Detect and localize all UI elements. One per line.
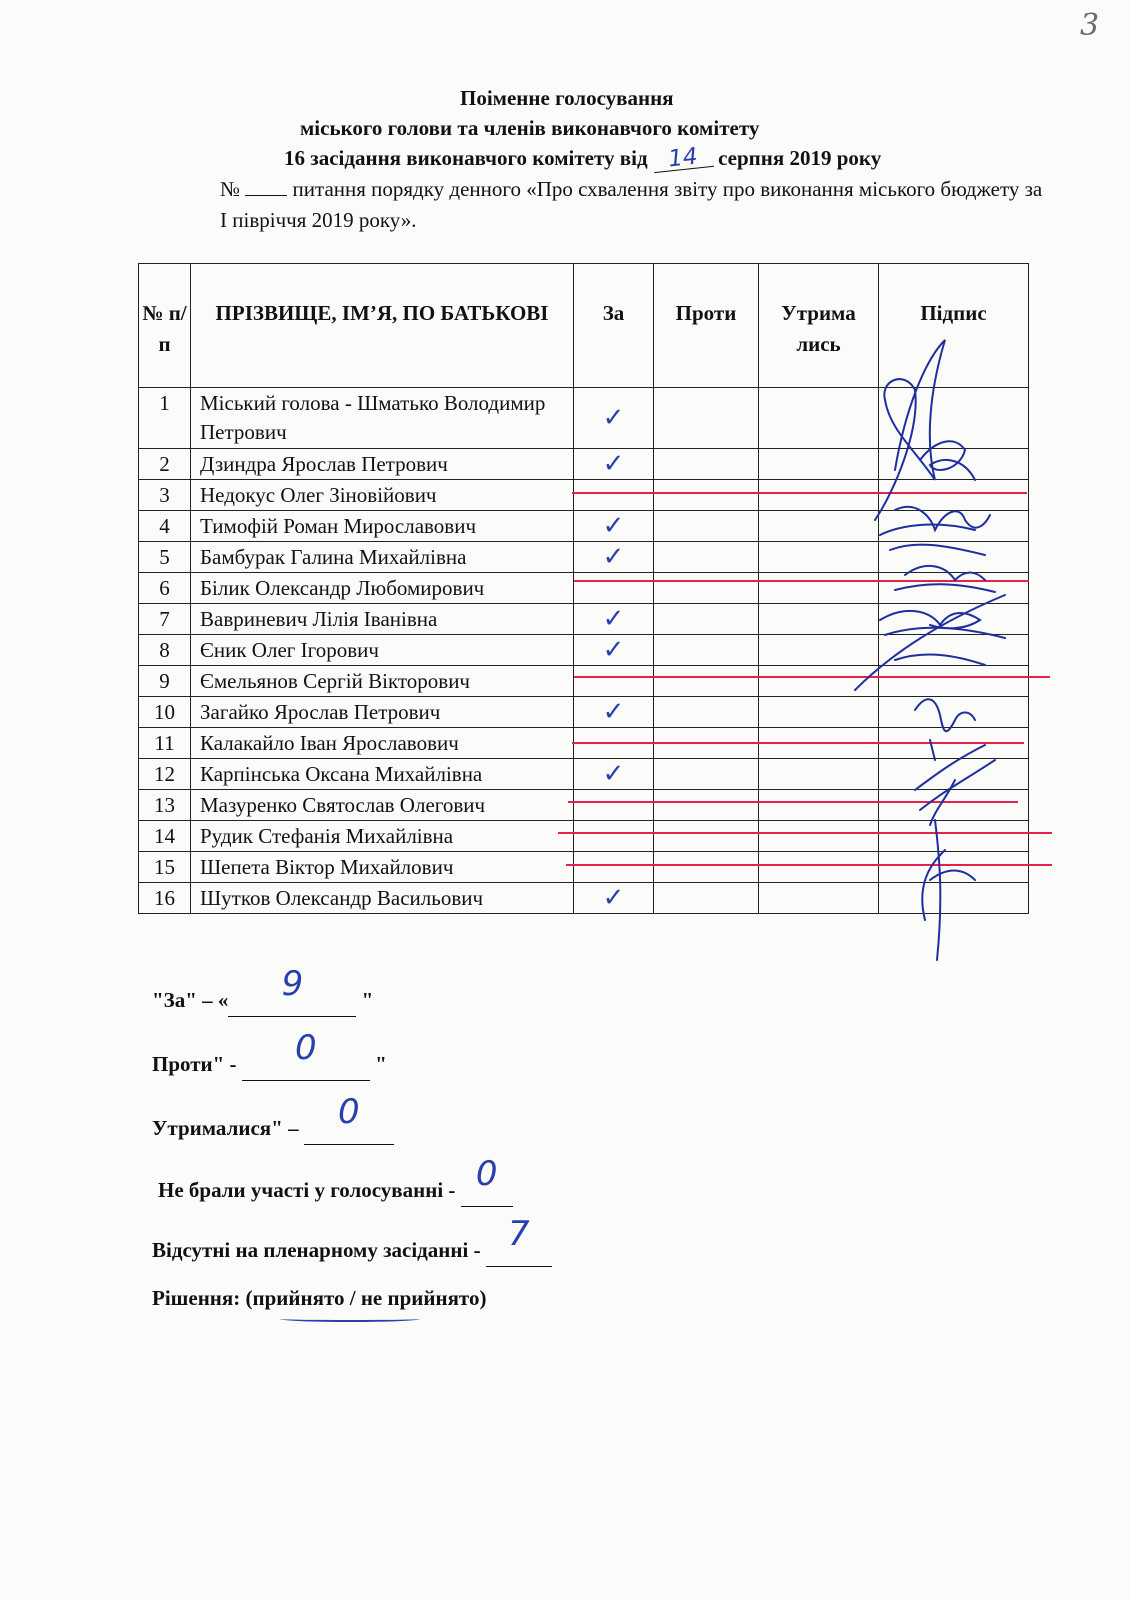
row-number: 10: [139, 697, 191, 728]
member-name: Рудик Стефанія Михайлівна: [191, 821, 574, 852]
vote-for-mark: [574, 790, 654, 821]
member-name: Бамбурак Галина Михайлівна: [191, 542, 574, 573]
member-name: Шепета Віктор Михайлович: [191, 852, 574, 883]
row-number: 15: [139, 852, 191, 883]
summary-against-value: [242, 1028, 370, 1081]
summary-abstained-label: Утрималися" –: [152, 1116, 299, 1140]
row-number: 2: [139, 449, 191, 480]
strike-row-9: [574, 676, 1050, 678]
vote-for-mark: ✓: [574, 542, 654, 573]
agenda-text: питання порядку денного «Про схвалення звіту про виконання міського бюджету за І півріччя 2019 року».: [220, 177, 1043, 232]
row-number: 3: [139, 480, 191, 511]
summary-against-label: Проти" -: [152, 1052, 237, 1076]
vote-abstain-cell: [759, 480, 879, 511]
sitting-day-handwritten: 14: [652, 144, 714, 173]
vote-for-mark: ✓: [574, 604, 654, 635]
table-row: [139, 573, 1029, 604]
vote-abstain-cell: [759, 511, 879, 542]
vote-for-mark: ✓: [574, 388, 654, 449]
member-name: Міський голова - Шматько Володимир Петрович: [191, 388, 574, 449]
summary-absent-value: [486, 1214, 552, 1267]
header-for: За: [574, 264, 654, 388]
member-name: Тимофій Роман Мирославович: [191, 511, 574, 542]
member-name: Білик Олександр Любомирович: [191, 573, 574, 604]
vote-against-cell: [654, 573, 759, 604]
vote-abstain-cell: [759, 790, 879, 821]
vote-against-cell: [654, 511, 759, 542]
vote-for-mark: ✓: [574, 759, 654, 790]
vote-against-cell: [654, 883, 759, 914]
strike-row-11: [572, 742, 1024, 744]
row-number: 8: [139, 635, 191, 666]
header-num: № п/п: [139, 264, 191, 388]
summary-against-value-text: 0: [294, 1028, 317, 1068]
member-name: Мазуренко Святослав Олегович: [191, 790, 574, 821]
table-row: [139, 759, 1029, 790]
vote-against-cell: [654, 821, 759, 852]
vote-abstain-cell: [759, 388, 879, 449]
member-name: Шутков Олександр Васильович: [191, 883, 574, 914]
agenda-no-sign: №: [220, 177, 241, 201]
strike-row-13: [568, 801, 1018, 803]
row-number: 1: [139, 388, 191, 449]
strike-row-15: [566, 864, 1052, 866]
vote-abstain-cell: [759, 666, 879, 697]
row-number: 12: [139, 759, 191, 790]
summary-not-voted-value-text: 0: [475, 1154, 498, 1194]
signature-cell: [879, 852, 1029, 883]
summary-for-label: "За" – «: [152, 988, 229, 1012]
strike-row-6: [574, 580, 1029, 582]
row-number: 6: [139, 573, 191, 604]
header-signature: Підпис: [879, 264, 1029, 388]
signature-cell: [879, 511, 1029, 542]
vote-for-mark: [574, 480, 654, 511]
vote-for-mark: ✓: [574, 635, 654, 666]
member-name: Єник Олег Ігорович: [191, 635, 574, 666]
table-row: [139, 542, 1029, 573]
vote-against-cell: [654, 635, 759, 666]
row-number: 14: [139, 821, 191, 852]
summary-for-value: [228, 964, 356, 1017]
vote-abstain-cell: [759, 852, 879, 883]
vote-against-cell: [654, 697, 759, 728]
summary-absent-value-text: 7: [508, 1214, 530, 1254]
vote-abstain-cell: [759, 883, 879, 914]
signature-cell: [879, 790, 1029, 821]
member-name: Вавриневич Лілія Іванівна: [191, 604, 574, 635]
vote-for-mark: [574, 573, 654, 604]
summary-for-close: ": [361, 988, 374, 1012]
vote-for-mark: ✓: [574, 449, 654, 480]
vote-against-cell: [654, 388, 759, 449]
agenda-item: [220, 174, 1050, 236]
table-row: [139, 821, 1029, 852]
row-number: 5: [139, 542, 191, 573]
vote-against-cell: [654, 542, 759, 573]
signature-cell: [879, 635, 1029, 666]
vote-abstain-cell: [759, 697, 879, 728]
table-row: [139, 480, 1029, 511]
row-number: 13: [139, 790, 191, 821]
heading-line-1: Поіменне голосування: [460, 86, 674, 110]
header-against: Проти: [654, 264, 759, 388]
decision-handwritten-underline: [280, 1316, 420, 1322]
vote-for-mark: [574, 821, 654, 852]
vote-abstain-cell: [759, 573, 879, 604]
signature-cell: [879, 821, 1029, 852]
vote-abstain-cell: [759, 635, 879, 666]
signature-cell: [879, 542, 1029, 573]
heading-line-2: міського голови та членів виконавчого комітету: [300, 116, 760, 140]
signature-cell: [879, 604, 1029, 635]
vote-against-cell: [654, 480, 759, 511]
member-name: Калакайло Іван Ярославович: [191, 728, 574, 759]
strike-row-3: [572, 492, 1027, 494]
table-row: [139, 790, 1029, 821]
signature-cell: [879, 697, 1029, 728]
row-number: 7: [139, 604, 191, 635]
row-number: 16: [139, 883, 191, 914]
signature-cell: [879, 388, 1029, 449]
row-number: 11: [139, 728, 191, 759]
vote-abstain-cell: [759, 449, 879, 480]
vote-against-cell: [654, 852, 759, 883]
row-number: 9: [139, 666, 191, 697]
vote-for-mark: [574, 852, 654, 883]
signature-cell: [879, 666, 1029, 697]
table-row: [139, 388, 1029, 449]
vote-abstain-cell: [759, 759, 879, 790]
vote-against-cell: [654, 449, 759, 480]
header-name: ПРІЗВИЩЕ, ІМ’Я, ПО БАТЬКОВІ: [191, 264, 574, 388]
strike-row-14: [558, 832, 1052, 834]
member-name: Дзиндра Ярослав Петрович: [191, 449, 574, 480]
summary-for-value-text: 9: [281, 964, 304, 1004]
summary-not-voted-value: [461, 1154, 513, 1207]
heading-line-3-start: 16 засідання виконавчого комітету від: [284, 146, 648, 170]
table-row: [139, 697, 1029, 728]
table-row: [139, 852, 1029, 883]
vote-for-mark: ✓: [574, 883, 654, 914]
summary-abstained-value: [304, 1092, 394, 1145]
page-number: 3: [1080, 8, 1100, 43]
signature-cell: [879, 759, 1029, 790]
table-row: [139, 883, 1029, 914]
vote-for-mark: ✓: [574, 511, 654, 542]
roll-call-table: [138, 263, 1029, 914]
vote-for-mark: ✓: [574, 697, 654, 728]
signature-cell: [879, 573, 1029, 604]
member-name: Карпінська Оксана Михайлівна: [191, 759, 574, 790]
table-row: [139, 604, 1029, 635]
table-row: [139, 635, 1029, 666]
vote-for-mark: [574, 666, 654, 697]
signature-cell: [879, 449, 1029, 480]
summary-against-close: ": [375, 1052, 387, 1076]
summary-absent: [152, 1214, 552, 1267]
summary-not-voted-label: Не брали участі у голосуванні -: [158, 1178, 456, 1202]
signature-cell: [879, 480, 1029, 511]
summary-decision: Рішення: (прийнято / не прийнято): [152, 1286, 487, 1310]
heading-line-3-end: серпня 2019 року: [718, 146, 882, 170]
summary-abstained-value-text: 0: [338, 1092, 360, 1132]
row-number: 4: [139, 511, 191, 542]
table-header-row: [139, 264, 1029, 388]
agenda-number-blank: [245, 177, 287, 196]
vote-abstain-cell: [759, 821, 879, 852]
member-name: Загайко Ярослав Петрович: [191, 697, 574, 728]
vote-abstain-cell: [759, 604, 879, 635]
signature-cell: [879, 883, 1029, 914]
summary-absent-label: Відсутні на пленарному засіданні -: [152, 1238, 481, 1262]
heading-line-3: [284, 143, 882, 173]
table-row: [139, 511, 1029, 542]
header-abstain: Утрима лись: [759, 264, 879, 388]
summary-for: [152, 964, 374, 1017]
member-name: Недокус Олег Зіновійович: [191, 480, 574, 511]
vote-against-cell: [654, 759, 759, 790]
vote-against-cell: [654, 604, 759, 635]
table-row: [139, 666, 1029, 697]
vote-against-cell: [654, 790, 759, 821]
member-name: Ємельянов Сергій Вікторович: [191, 666, 574, 697]
vote-against-cell: [654, 666, 759, 697]
summary-against: [152, 1028, 387, 1081]
summary-abstained: [152, 1092, 394, 1145]
summary-not-voted: [158, 1154, 513, 1207]
table-row: [139, 449, 1029, 480]
vote-abstain-cell: [759, 542, 879, 573]
